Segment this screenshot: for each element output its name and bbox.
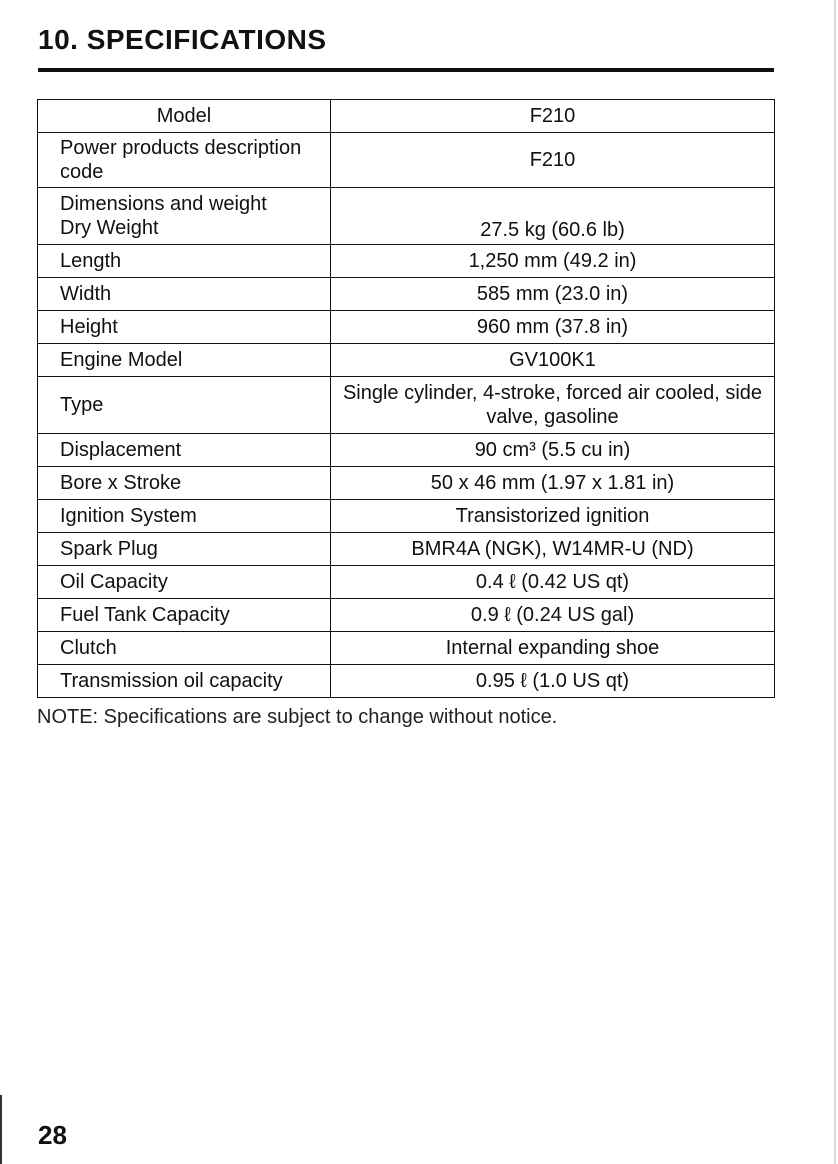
table-row bbox=[38, 133, 775, 188]
row-label: Fuel Tank Capacity bbox=[38, 599, 331, 632]
row-value: BMR4A (NGK), W14MR-U (ND) bbox=[331, 533, 775, 566]
row-value: 1,250 mm (49.2 in) bbox=[331, 245, 775, 278]
page-edge-shadow bbox=[834, 0, 836, 1164]
row-label: Transmission oil capacity bbox=[38, 665, 331, 698]
row-label: Type bbox=[38, 377, 331, 434]
row-label: Height bbox=[38, 311, 331, 344]
header-value: F210 bbox=[331, 100, 775, 133]
row-label: Width bbox=[38, 278, 331, 311]
row-value: Single cylinder, 4-stroke, forced air cooled, side valve, gasoline bbox=[331, 377, 775, 434]
table-header-row bbox=[38, 100, 775, 133]
row-value: 90 cm³ (5.5 cu in) bbox=[331, 434, 775, 467]
row-value: GV100K1 bbox=[331, 344, 775, 377]
row-value: 960 mm (37.8 in) bbox=[331, 311, 775, 344]
row-label: Oil Capacity bbox=[38, 566, 331, 599]
table-row bbox=[38, 311, 775, 344]
table-row bbox=[38, 599, 775, 632]
row-label: Power products description code bbox=[38, 133, 331, 188]
note-text: NOTE: Specifications are subject to change without notice. bbox=[37, 706, 558, 728]
table-row bbox=[38, 566, 775, 599]
row-label: Bore x Stroke bbox=[38, 467, 331, 500]
table-row bbox=[38, 665, 775, 698]
header-label: Model bbox=[38, 100, 331, 133]
specifications-table bbox=[37, 99, 775, 698]
row-value: 50 x 46 mm (1.97 x 1.81 in) bbox=[331, 467, 775, 500]
row-label: Displacement bbox=[38, 434, 331, 467]
table-row bbox=[38, 467, 775, 500]
table-row bbox=[38, 632, 775, 665]
table-row bbox=[38, 245, 775, 278]
table-row bbox=[38, 434, 775, 467]
row-label: Spark Plug bbox=[38, 533, 331, 566]
title-underline bbox=[38, 68, 774, 72]
row-label: Engine Model bbox=[38, 344, 331, 377]
row-label: Length bbox=[38, 245, 331, 278]
table-row bbox=[38, 344, 775, 377]
row-value: Internal expanding shoe bbox=[331, 632, 775, 665]
row-value: 0.4 ℓ (0.42 US qt) bbox=[331, 566, 775, 599]
table-row bbox=[38, 500, 775, 533]
table-row bbox=[38, 533, 775, 566]
row-value: Transistorized ignition bbox=[331, 500, 775, 533]
row-label: Clutch bbox=[38, 632, 331, 665]
row-value: 0.95 ℓ (1.0 US qt) bbox=[331, 665, 775, 698]
page-number: 28 bbox=[38, 1120, 67, 1150]
row-value: 27.5 kg (60.6 lb) bbox=[331, 188, 775, 245]
table-row bbox=[38, 278, 775, 311]
table-row bbox=[38, 377, 775, 434]
row-value: 585 mm (23.0 in) bbox=[331, 278, 775, 311]
binding-margin-line bbox=[0, 1095, 2, 1164]
table-row bbox=[38, 188, 775, 245]
row-label: Dimensions and weight Dry Weight bbox=[38, 188, 331, 245]
row-value: F210 bbox=[331, 133, 775, 188]
page-title: 10. SPECIFICATIONS bbox=[38, 24, 327, 55]
row-label: Ignition System bbox=[38, 500, 331, 533]
row-value: 0.9 ℓ (0.24 US gal) bbox=[331, 599, 775, 632]
